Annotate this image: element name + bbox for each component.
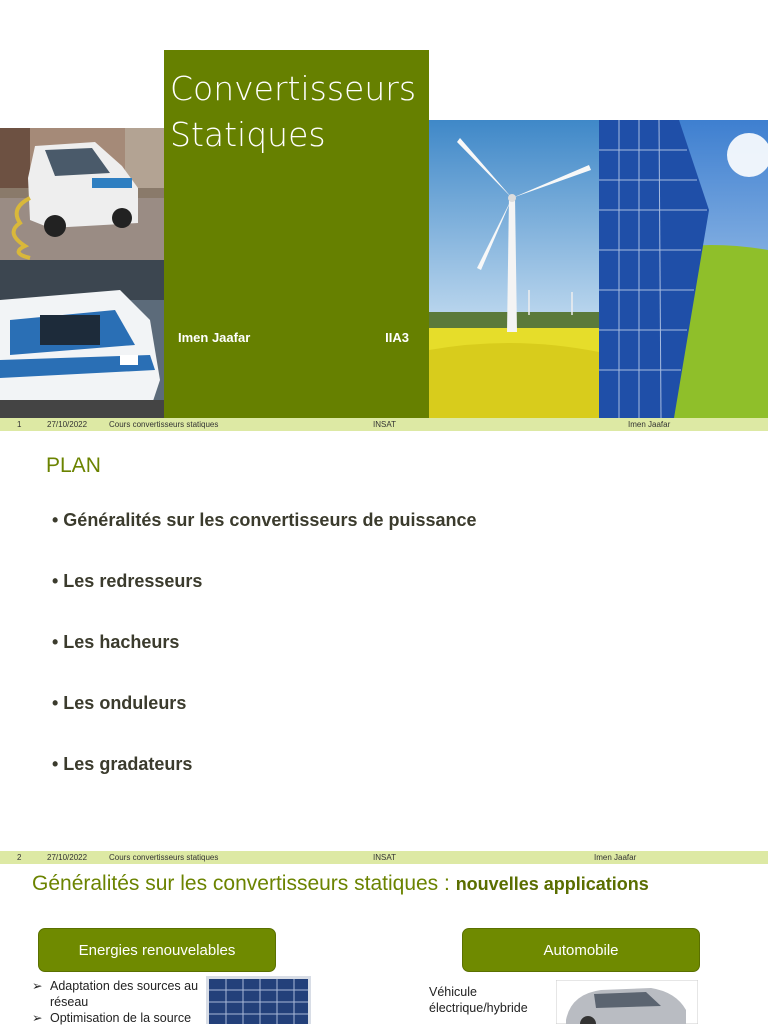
electric-car-image [0,128,164,260]
plan-item: • Les redresseurs [52,571,203,591]
slide-footer-1 [0,418,768,431]
automobile-box: Automobile [462,928,700,972]
slide-3-title-main: Généralités sur les convertisseurs statiques : [32,872,456,895]
class-label: IIA3 [385,330,409,345]
arrow-bullet-icon: ➢ [32,979,43,993]
plan-item: • Généralités sur les convertisseurs de puissance [52,510,477,530]
footer-author: Imen Jaafar [628,420,671,429]
slide-footer-2 [0,851,768,864]
footer-course: Cours convertisseurs statiques [109,853,219,862]
footer-author: Imen Jaafar [594,853,637,862]
plan-title: PLAN [46,454,101,477]
automobile-text: Véhicule électrique/hybride [429,985,528,1015]
plan-item: • Les gradateurs [52,754,193,774]
footer-date: 27/10/2022 [47,420,88,429]
wind-turbine-image [429,120,599,418]
footer-page-number: 2 [17,853,22,862]
title-line-1: Convertisseurs [170,69,417,108]
slide-3-title-sub: nouvelles applications [455,874,649,894]
plan-item: • Les hacheurs [52,632,180,652]
footer-date: 27/10/2022 [47,853,88,862]
plan-item: • Les onduleurs [52,693,187,713]
title-box [164,50,429,418]
author-name: Imen Jaafar [178,330,251,345]
list-item: ➢ Optimisation de la source [32,1011,192,1025]
left-bullet-list [32,978,202,1026]
presentation-title [170,66,416,158]
renewable-energy-box: Energies renouvelables [38,928,276,972]
footer-school: INSAT [373,853,396,862]
slide-3-title [32,872,649,896]
solar-panel-image [599,120,768,418]
hybrid-car-image [556,980,698,1024]
solar-panel-thumbnail [206,976,311,1024]
electric-train-image [0,260,164,418]
footer-school: INSAT [373,420,396,429]
title-line-2: Statiques [170,115,326,154]
arrow-bullet-icon: ➢ [32,1011,43,1025]
footer-page-number: 1 [17,420,22,429]
footer-course: Cours convertisseurs statiques [109,420,219,429]
list-item: ➢ Adaptation des sources au réseau [32,979,199,1009]
